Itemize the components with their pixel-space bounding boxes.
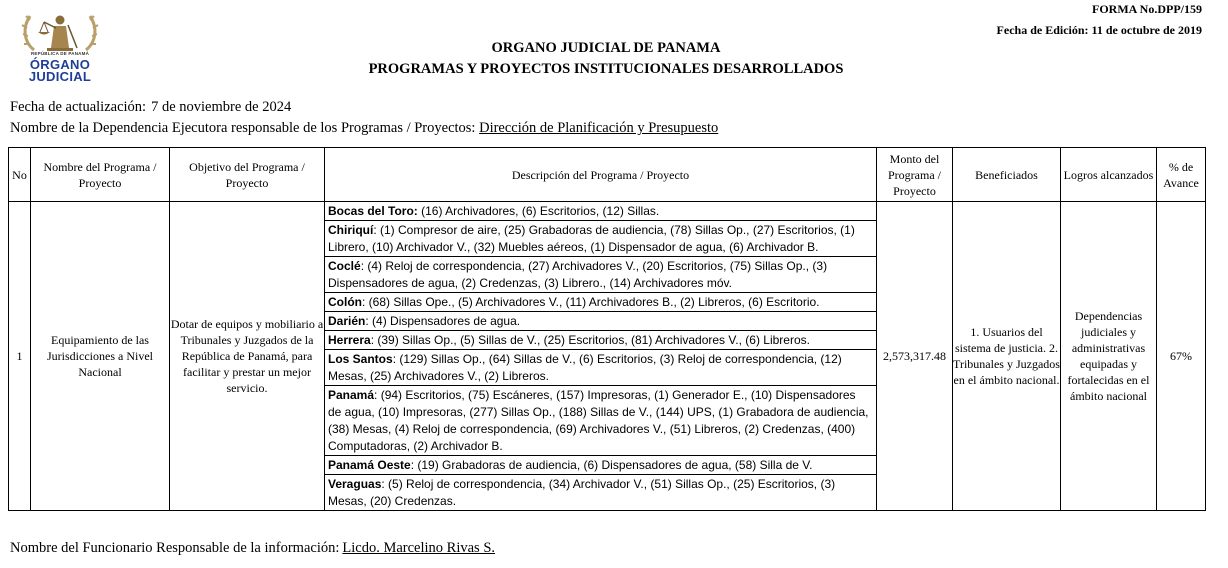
region-items: : (4) Reloj de correspondencia, (27) Archivadores V., (20) Escritorios, (75) Sillas Op., (3) Dispensadores de agua, (2) Credenzas, (3) Librero., (14) Archivadores móv. <box>328 259 828 290</box>
description-item <box>325 312 876 331</box>
region-items: : (1) Compresor de aire, (25) Grabadoras de audiencia, (78) Sillas Op., (27) Escritorios, (1) Librero, (10) Archivador V., (32) Muebles aéreos, (1) Dispensador de agua, (6) Archivador B. <box>328 223 855 254</box>
region-name: Veraguas <box>328 477 382 491</box>
description-list <box>325 202 876 510</box>
region-name: Panamá Oeste <box>328 458 411 472</box>
region-name: Coclé <box>328 259 361 273</box>
edition-date: Fecha de Edición: 11 de octubre de 2019 <box>996 23 1202 37</box>
header-objetivo: Objetivo del Programa / Proyecto <box>170 148 325 202</box>
cell-nombre: Equipamiento de las Jurisdicciones a Nivel Nacional <box>31 202 170 511</box>
region-items: : (39) Sillas Op., (5) Sillas de V., (25) Escritorios, (81) Archivadores V., (6) Libreros. <box>370 333 810 347</box>
region-items: : (68) Sillas Ope., (5) Archivadores V., (11) Archivadores B., (2) Libreros, (6) Escritorio. <box>362 295 820 309</box>
region-name: Panamá <box>328 388 375 402</box>
update-date-label: Fecha de actualización: <box>10 99 147 115</box>
logo-republic-text: REPÚBLICA DE PANAMÁ <box>30 51 90 56</box>
description-item <box>325 257 876 293</box>
cell-descripcion <box>325 202 877 511</box>
page-title: ORGANO JUDICIAL DE PANAMA <box>491 40 721 56</box>
region-name: Colón <box>328 295 362 309</box>
cell-avance: 67% <box>1157 202 1206 511</box>
table-header-row <box>9 148 1206 202</box>
header-nombre: Nombre del Programa / Proyecto <box>31 148 170 202</box>
region-name: Los Santos <box>328 352 393 366</box>
region-items: : (4) Dispensadores de agua. <box>365 314 521 328</box>
region-items: : (19) Grabadoras de audiencia, (6) Dispensadores de agua, (58) Silla de V. <box>410 458 813 472</box>
description-item <box>325 202 876 221</box>
region-name: Chiriquí <box>328 223 374 237</box>
description-item <box>325 475 876 510</box>
region-items: : (94) Escritorios, (75) Escáneres, (157) Impresoras, (1) Generador E., (10) Dispensadores de agua, (10) Impresoras, (277) Sillas Op., (188) Sillas de V., (144) UPS, (1) Grabadora de audiencia, (38) Mesas, (4) Reloj de correspondencia, (69) Archivadores V., (51) Libreros, (2) Credenzas, (400) Computadoras, (2) Archivador B. <box>328 388 869 453</box>
description-item <box>325 221 876 257</box>
description-item <box>325 293 876 312</box>
header-no: No <box>9 148 31 202</box>
cell-logros: Dependencias judiciales y administrativas equipadas y fortalecidas en el ámbito nacional <box>1061 202 1157 511</box>
dependency-line <box>10 120 718 137</box>
description-item <box>325 386 876 456</box>
logo-title-line2: JUDICIAL <box>28 69 92 84</box>
logo-title-line1: ÓRGANO <box>29 57 91 72</box>
region-items: : (5) Reloj de correspondencia, (34) Archivador V., (51) Sillas Op., (25) Escritorios, (3) Mesas, (20) Credenzas. <box>328 477 836 508</box>
header-avance: % de Avance <box>1157 148 1206 202</box>
region-name: Darién <box>328 314 366 328</box>
responsible-official-line <box>10 540 495 557</box>
form-number: FORMA No.DPP/159 <box>1092 2 1202 16</box>
cell-beneficiados: 1. Usuarios del sistema de justicia. 2. Tribunales y Juzgados en el ámbito nacional. <box>953 202 1061 511</box>
dependency-label: Nombre de la Dependencia Ejecutora responsable de los Programas / Proyectos: <box>10 120 476 136</box>
region-items: : (129) Sillas Op., (64) Sillas de V., (6) Escritorios, (3) Reloj de correspondencia, (12) Mesas, (25) Archivadores V., (2) Libreros. <box>328 352 842 383</box>
update-date-value: 7 de noviembre de 2024 <box>151 99 292 115</box>
region-name: Bocas del Toro: <box>328 204 418 218</box>
header-descripcion: Descripción del Programa / Proyecto <box>325 148 877 202</box>
update-date-line <box>10 99 291 116</box>
region-items: (16) Archivadores, (6) Escritorios, (12) Sillas. <box>417 204 660 218</box>
description-item <box>325 350 876 386</box>
cell-objetivo: Dotar de equipos y mobiliario a Tribunales y Juzgados de la República de Panamá, para facilitar y prestar un mejor servicio. <box>170 202 325 511</box>
programs-table <box>8 147 1206 511</box>
responsible-name: Licdo. Marcelino Rivas S. <box>342 540 496 556</box>
description-item <box>325 456 876 475</box>
header-logros: Logros alcanzados <box>1061 148 1157 202</box>
cell-monto: 2,573,317.48 <box>877 202 953 511</box>
dependency-value: Dirección de Planificación y Presupuesto <box>479 120 719 136</box>
cell-no: 1 <box>9 202 31 511</box>
table-row <box>9 202 1206 511</box>
description-item <box>325 331 876 350</box>
header-monto: Monto del Programa / Proyecto <box>877 148 953 202</box>
region-name: Herrera <box>328 333 371 347</box>
responsible-label: Nombre del Funcionario Responsable de la información: <box>10 540 340 556</box>
page-subtitle: PROGRAMAS Y PROYECTOS INSTITUCIONALES DESARROLLADOS <box>368 61 844 77</box>
header-beneficiados: Beneficiados <box>953 148 1061 202</box>
